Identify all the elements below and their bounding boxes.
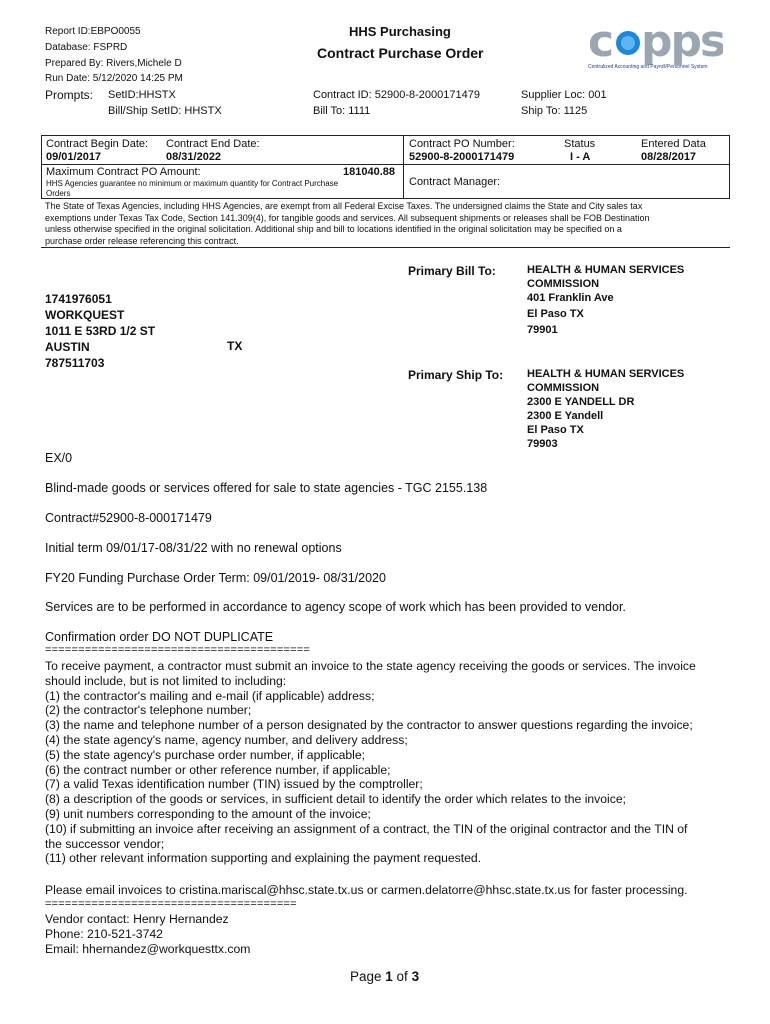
database: Database: FSPRD: [45, 42, 128, 53]
svg-text:pps: pps: [641, 16, 723, 67]
report-id: Report ID:EBPO0055: [45, 26, 141, 37]
address-line: El Paso TX: [527, 424, 584, 436]
invoice-line: the successor vendor;: [45, 836, 165, 851]
capps-tagline: Centralized Accounting and Payroll/Personnel System: [588, 64, 708, 70]
primary-bill-to-label: Primary Bill To:: [408, 264, 496, 278]
primary-bill-to-address: [527, 263, 684, 337]
end-date-value: 08/31/2022: [166, 151, 222, 163]
tax-notice: [45, 201, 650, 247]
capps-logo: [588, 14, 723, 76]
contract-id: Contract ID: 52900-8-2000171479: [313, 89, 480, 101]
address-line: 2300 E Yandell: [527, 410, 604, 422]
vendor-email: Email: hhernandez@workquesttx.com: [45, 942, 251, 956]
invoice-requirements: [45, 659, 696, 866]
primary-ship-to-address: [527, 367, 684, 451]
entered-label: Entered Data: [641, 138, 706, 150]
address-line: COMMISSION: [527, 278, 600, 290]
document-title: Contract Purchase Order: [317, 45, 484, 61]
guarantee-note-1: HHS Agencies guarantee no minimum or maximum quantity for Contract Purchase: [46, 179, 339, 188]
invoice-line: (11) other relevant information supporting and explaining the payment requested.: [45, 851, 482, 866]
tax-notice-line: unless otherwise specified in the original solicitation. Additional ship and bill to locations identified in the original solicitation may be specified on a: [45, 224, 622, 234]
address-line: HEALTH & HUMAN SERVICES: [527, 264, 685, 276]
vendor-contact-block: [45, 912, 250, 957]
confirmation-note: Confirmation order DO NOT DUPLICATE: [45, 630, 274, 644]
vendor-contact: Vendor contact: Henry Hernandez: [45, 912, 229, 926]
vendor-state: TX: [227, 339, 243, 353]
services-note: Services are to be performed in accordance to agency scope of work which has been provided to vendor.: [45, 600, 626, 614]
vendor-block: [45, 291, 155, 371]
address-line: 79903: [527, 438, 558, 450]
contract-manager-label: Contract Manager:: [409, 176, 501, 188]
agency-title: HHS Purchasing: [349, 24, 451, 39]
tax-notice-line: exemptions under Texas Tax Code, Section 141.309(4), for tangible goods and services. All subsequent shipments or releases shall be FOB Destination: [45, 212, 650, 223]
po-number-label: Contract PO Number:: [409, 138, 515, 150]
tax-notice-line: The State of Texas Agencies, including HHS Agencies, are exempt from all Federal Excise Taxes. The undersigned claims the State and City sales tax: [45, 201, 643, 211]
vendor-zip: 787511703: [45, 356, 105, 370]
invoice-line: (2) the contractor's telephone number;: [45, 703, 252, 718]
invoice-line: (8) a description of the goods or services, in sufficient detail to identify the order which relates to the invoice;: [45, 792, 627, 807]
address-line: 401 Franklin Ave: [527, 292, 614, 304]
end-date-label: Contract End Date:: [166, 138, 260, 150]
blind-made-note: Blind-made goods or services offered for sale to state agencies - TGC 2155.138: [45, 481, 488, 495]
svg-text:c: c: [588, 16, 613, 67]
address-line: HEALTH & HUMAN SERVICES: [527, 368, 685, 380]
fy20-note: FY20 Funding Purchase Order Term: 09/01/2019- 08/31/2020: [45, 571, 386, 585]
invoice-line: (3) the name and telephone number of a person designated by the contractor to answer questions regarding the invoice;: [45, 718, 693, 733]
status-label: Status: [564, 138, 596, 150]
po-number-value: 52900-8-2000171479: [409, 151, 515, 163]
prepared-by: Prepared By: Rivers,Michele D: [45, 58, 182, 69]
address-line: COMMISSION: [527, 382, 600, 394]
ship-to: Ship To: 1125: [521, 105, 588, 117]
page-indicator: [350, 969, 419, 984]
run-date: Run Date: 5/12/2020 14:25 PM: [45, 73, 183, 84]
invoice-line: (5) the state agency's purchase order number, if applicable;: [45, 747, 366, 762]
primary-ship-to-label: Primary Ship To:: [408, 368, 504, 382]
entered-value: 08/28/2017: [641, 151, 697, 163]
max-amount-value: 181040.88: [343, 166, 395, 178]
invoice-line: should include, but is not limited to including:: [45, 673, 287, 688]
initial-term-note: Initial term 09/01/17-08/31/22 with no renewal options: [45, 541, 342, 555]
page-prefix: Page: [350, 969, 386, 984]
address-line: 2300 E YANDELL DR: [527, 396, 635, 408]
begin-date-label: Contract Begin Date:: [46, 138, 149, 150]
page-total: 3: [411, 969, 420, 984]
invoice-line: (10) if submitting an invoice after receiving an assignment of a contract, the TIN of the original contractor and the TIN of: [45, 821, 688, 836]
vendor-street: 1011 E 53RD 1/2 ST: [45, 324, 156, 338]
address-line: El Paso TX: [527, 308, 584, 320]
status-value: I - A: [570, 151, 591, 163]
email-invoices-note: Please email invoices to cristina.mariscal@hhsc.state.tx.us or carmen.delatorre@hhsc.state.tx.us for faster processing.: [45, 883, 688, 897]
tax-notice-line: purchase order release referencing this contract.: [45, 235, 239, 246]
vendor-name: WORKQUEST: [45, 308, 125, 322]
begin-date-value: 09/01/2017: [46, 151, 102, 163]
vendor-phone: Phone: 210-521-3742: [45, 927, 163, 941]
ex-code: EX/0: [45, 451, 73, 465]
invoice-line: To receive payment, a contractor must submit an invoice to the state agency receiving the goods or services. The invoice: [45, 659, 696, 673]
vendor-number: 1741976051: [45, 292, 112, 306]
invoice-line: (1) the contractor's mailing and e-mail (if applicable) address;: [45, 688, 375, 703]
page-of: of: [392, 969, 412, 984]
separator-line: ======================================: [45, 898, 297, 910]
max-amount-label: Maximum Contract PO Amount:: [46, 166, 201, 178]
guarantee-note-2: Orders: [46, 189, 71, 198]
vendor-city: AUSTIN: [45, 340, 90, 354]
bill-to: Bill To: 1111: [313, 105, 371, 117]
setid: SetID:HHSTX: [108, 89, 176, 101]
invoice-line: (9) unit numbers corresponding to the amount of the invoice;: [45, 806, 371, 821]
invoice-line: (4) the state agency's name, agency number, and delivery address;: [45, 732, 408, 747]
page-number: 1: [385, 969, 393, 984]
separator-line: ========================================: [45, 644, 310, 656]
bill-ship-setid: Bill/Ship SetID: HHSTX: [108, 105, 222, 117]
prompts-label: Prompts:: [45, 88, 94, 102]
supplier-loc: Supplier Loc: 001: [521, 89, 607, 101]
contract-number-note: Contract#52900-8-000171479: [45, 511, 212, 525]
invoice-line: (7) a valid Texas identification number (TIN) issued by the comptroller;: [45, 777, 423, 792]
address-line: 79901: [527, 324, 558, 336]
invoice-line: (6) the contract number or other reference number, if applicable;: [45, 762, 391, 777]
